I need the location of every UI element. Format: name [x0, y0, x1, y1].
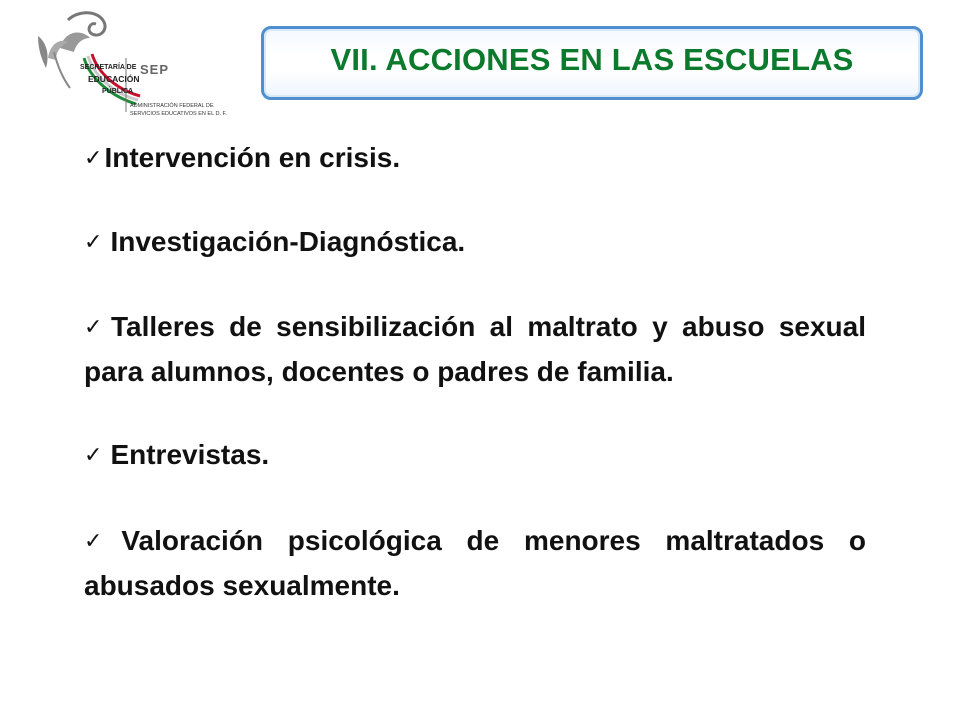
logo-secretaria-text: SECRETARÍA DE	[80, 64, 137, 71]
sep-logo	[20, 8, 230, 120]
content-list	[84, 137, 866, 645]
check-icon: ✓	[84, 230, 103, 255]
logo-adm-line1: ADMINISTRACIÓN FEDERAL DE	[130, 103, 214, 109]
check-icon: ✓	[84, 146, 103, 171]
check-icon: ✓	[84, 529, 120, 554]
list-item	[84, 221, 866, 266]
list-item	[84, 137, 866, 182]
list-item-text: Entrevistas.	[110, 439, 270, 470]
list-item-text: Valoración psicológica de menores maltratados o abusados sexualmente.	[84, 525, 867, 601]
logo-publica-text: PÚBLICA	[102, 88, 134, 95]
check-icon: ✓	[84, 315, 109, 340]
check-icon: ✓	[84, 443, 103, 468]
list-item-text: Talleres de sensibilización al maltrato y abuso sexual para alumnos, docentes o padres de familia.	[84, 311, 867, 387]
list-item	[84, 434, 866, 479]
list-item-text: Intervención en crisis.	[104, 142, 401, 173]
logo-sep-text: SEP	[140, 62, 170, 77]
page-title: VII. ACCIONES EN LAS ESCUELAS	[330, 42, 854, 77]
title-box	[261, 26, 923, 100]
list-item	[84, 520, 866, 607]
logo-educacion-text: EDUCACIÓN	[88, 74, 140, 84]
list-item	[84, 306, 866, 393]
logo-adm-line2: SERVICIOS EDUCATIVOS EN EL D. F.	[130, 111, 227, 117]
list-item-text: Investigación-Diagnóstica.	[110, 226, 466, 257]
